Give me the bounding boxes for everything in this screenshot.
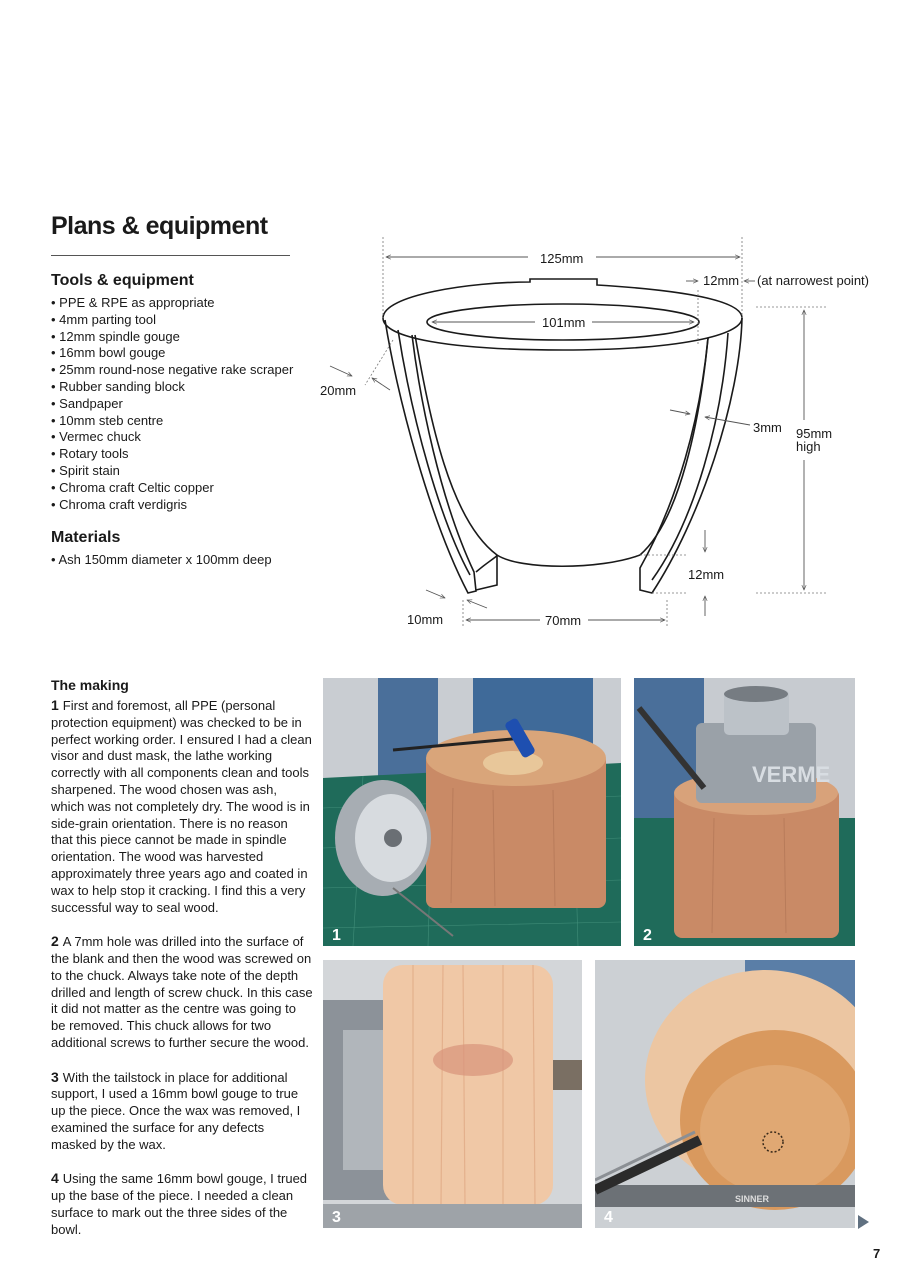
tool-item: • Chroma craft verdigris	[51, 497, 311, 514]
dim-rim-thickness: 12mm	[703, 273, 740, 288]
dim-top-width: 125mm	[540, 251, 584, 266]
photo-number: 2	[643, 927, 652, 944]
dim-flute: 20mm	[320, 383, 357, 398]
tool-item: • 16mm bowl gouge	[51, 345, 311, 362]
dim-foot-width: 10mm	[407, 612, 444, 627]
dim-rim-note: (at narrowest point)	[757, 273, 869, 288]
dim-inner-diameter: 101mm	[542, 315, 586, 330]
dim-height: 95mm	[796, 426, 833, 441]
title-divider	[51, 255, 290, 256]
tool-item: • Spirit stain	[51, 463, 311, 480]
step-paragraph	[51, 933, 313, 1052]
materials-list	[51, 552, 311, 569]
chuck-lettering: VERME	[752, 762, 831, 787]
step-number: 4	[51, 1170, 59, 1187]
photo-step-1	[323, 678, 621, 946]
tool-item: • PPE & RPE as appropriate	[51, 295, 311, 312]
tool-item: • Rotary tools	[51, 446, 311, 463]
tool-item: • 12mm spindle gouge	[51, 329, 311, 346]
photo-number: 3	[332, 1209, 341, 1226]
dim-height-word: high	[796, 439, 821, 454]
step-text: A 7mm hole was drilled into the surface of the blank and then the wood was screwed on to the chuck. Always take note of the depth drilled and length of screw chuck. In this case it did not matter as the centre was going to be removed. This chuck allows for two additional screws to further secure the wood.	[51, 934, 313, 1050]
dim-wall: 3mm	[753, 420, 782, 435]
materials-heading: Materials	[51, 529, 121, 546]
bowl-plan-diagram	[300, 225, 906, 645]
step-paragraph	[51, 1069, 313, 1154]
step-text: First and foremost, all PPE (personal protection equipment) was checked to be in perfect working order. I ensured I had a clean visor and dust mask, the lathe working correctly with all components clean and tools sharpened. The wood chosen was ash, which was not completely dry. The wood is in side-grain orientation. There is no reason that this piece cannot be made in spindle orientation. The wood was harvested approximately three years ago and coated in wax to help stop it cracking. I find this a very successful way to seal wood.	[51, 698, 312, 915]
tools-heading: Tools & equipment	[51, 272, 194, 289]
photo-number: 4	[604, 1209, 613, 1226]
step-number: 1	[51, 697, 59, 713]
page-title: Plans & equipment	[51, 212, 268, 240]
dim-base-width: 70mm	[545, 613, 582, 628]
dim-foot-height: 12mm	[688, 567, 725, 582]
tool-item: • Sandpaper	[51, 396, 311, 413]
making-heading: The making	[51, 677, 129, 693]
tool-item: • Rubber sanding block	[51, 379, 311, 396]
step-text: Using the same 16mm bowl gouge, I trued up the base of the piece. I needed a clean surface to mark out the three sides of the bowl.	[51, 1171, 308, 1237]
photo-step-3	[323, 960, 582, 1228]
tool-item: • 4mm parting tool	[51, 312, 311, 329]
material-item: • Ash 150mm diameter x 100mm deep	[51, 552, 311, 569]
photo-step-2	[634, 678, 855, 946]
tool-item: • Chroma craft Celtic copper	[51, 480, 311, 497]
step-paragraph	[51, 1170, 313, 1238]
step-paragraph	[51, 697, 313, 916]
tools-list	[51, 295, 311, 513]
photo-number: 1	[332, 927, 341, 944]
photo-step-4	[595, 960, 855, 1228]
step-text: With the tailstock in place for additional support, I used a 16mm bowl gouge to true up the piece. Once the wax was removed, I examined the surface for any defects masked by the wax.	[51, 1069, 301, 1152]
making-body	[51, 697, 313, 1255]
page-number: 7	[873, 1246, 881, 1261]
tool-item: • 25mm round-nose negative rake scraper	[51, 362, 311, 379]
tool-item: • 10mm steb centre	[51, 413, 311, 430]
step-number: 2	[51, 933, 59, 950]
next-page-arrow-icon	[858, 1215, 869, 1229]
tool-item: • Vermec chuck	[51, 429, 311, 446]
tool-rest-lettering: SINNER	[735, 1194, 770, 1204]
step-number: 3	[51, 1068, 59, 1085]
